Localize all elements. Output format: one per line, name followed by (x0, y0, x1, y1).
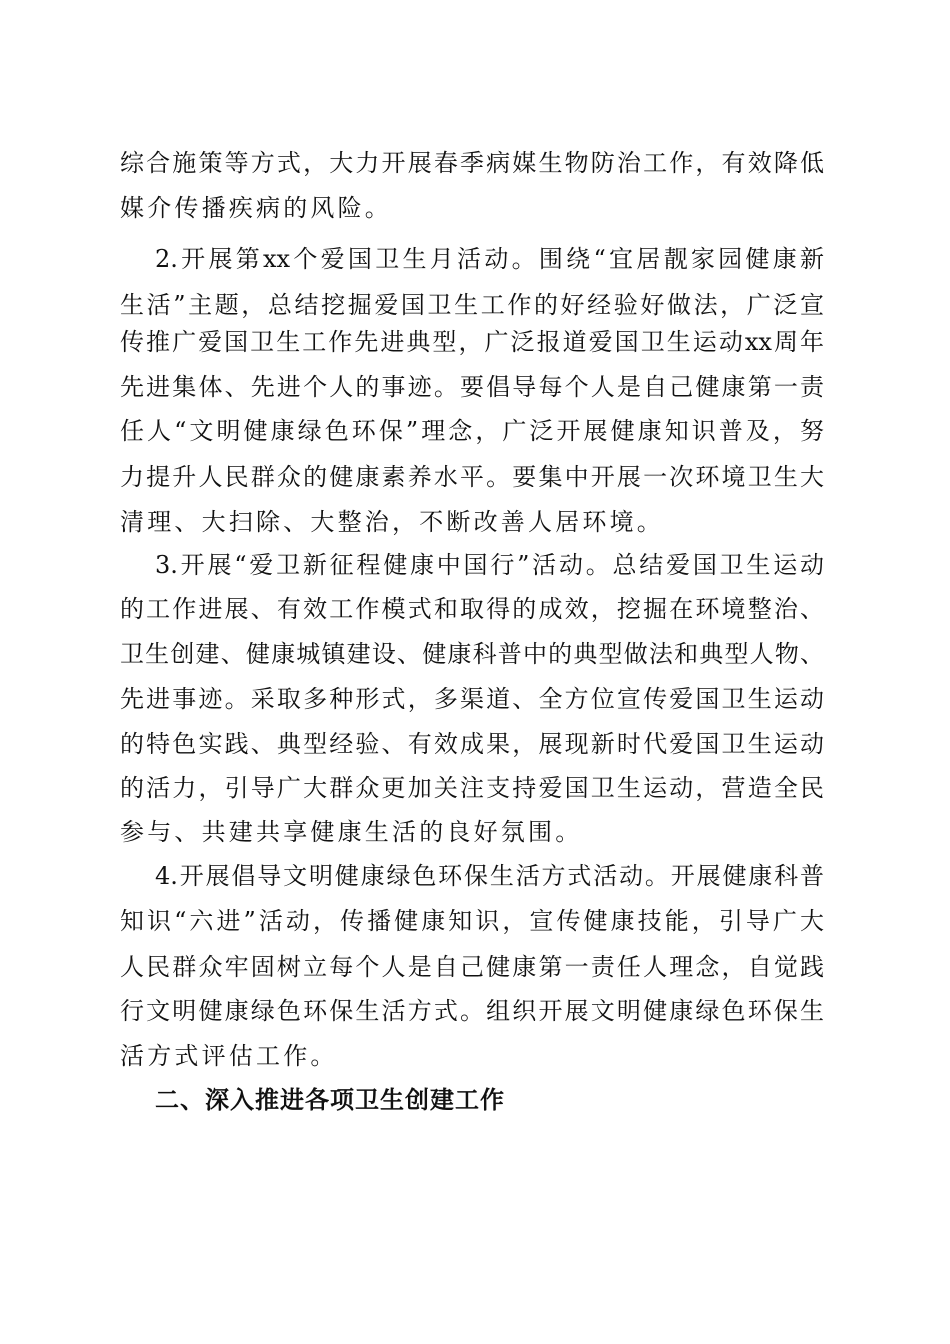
paragraph-3-first-line: 3.开展“爱卫新征程健康中国行”活动。总结爱国卫生运动 (155, 551, 824, 579)
body-text-line: 行文明健康绿色环保生活方式。组织开展文明健康绿色环保生 (120, 997, 824, 1025)
paragraph-4-first-line: 4.开展倡导文明健康绿色环保生活方式活动。开展健康科普 (155, 862, 824, 890)
body-text-line: 知识“六进”活动，传播健康知识，宣传健康技能，引导广大 (120, 907, 824, 935)
body-text-line: 先进事迹。采取多种形式，多渠道、全方位宣传爱国卫生运动 (120, 685, 824, 713)
body-text-line: 综合施策等方式，大力开展春季病媒生物防治工作，有效降低 (120, 149, 824, 177)
body-text-line: 传推广爱国卫生工作先进典型，广泛报道爱国卫生运动xx周年 (120, 328, 824, 356)
body-text-line: 任人“文明健康绿色环保”理念，广泛开展健康知识普及，努 (120, 417, 824, 445)
body-text-line: 人民群众牢固树立每个人是自己健康第一责任人理念，自觉践 (120, 953, 824, 981)
body-text-line: 的活力，引导广大群众更加关注支持爱国卫生运动，营造全民 (120, 774, 824, 802)
body-text-line: 的工作进展、有效工作模式和取得的成效，挖掘在环境整治、 (120, 595, 824, 623)
body-text-line: 清理、大扫除、大整治，不断改善人居环境。 (120, 508, 664, 536)
paragraph-2-first-line: 2.开展第xx个爱国卫生月活动。围绕“宜居靓家园健康新 (155, 245, 824, 273)
body-text-line: 力提升人民群众的健康素养水平。要集中开展一次环境卫生大 (120, 463, 824, 491)
body-text-line: 生活”主题，总结挖掘爱国卫生工作的好经验好做法，广泛宣 (120, 291, 824, 319)
body-text-line: 活方式评估工作。 (120, 1042, 338, 1070)
body-text-line: 卫生创建、健康城镇建设、健康科普中的典型做法和典型人物、 (120, 640, 824, 668)
section-heading: 二、深入推进各项卫生创建工作 (155, 1086, 505, 1114)
body-text-line: 参与、共建共享健康生活的良好氛围。 (120, 818, 583, 846)
body-text-line: 媒介传播疾病的风险。 (120, 194, 392, 222)
body-text-line: 的特色实践、典型经验、有效成果，展现新时代爱国卫生运动 (120, 730, 824, 758)
body-text-line: 先进集体、先进个人的事迹。要倡导每个人是自己健康第一责 (120, 373, 824, 401)
